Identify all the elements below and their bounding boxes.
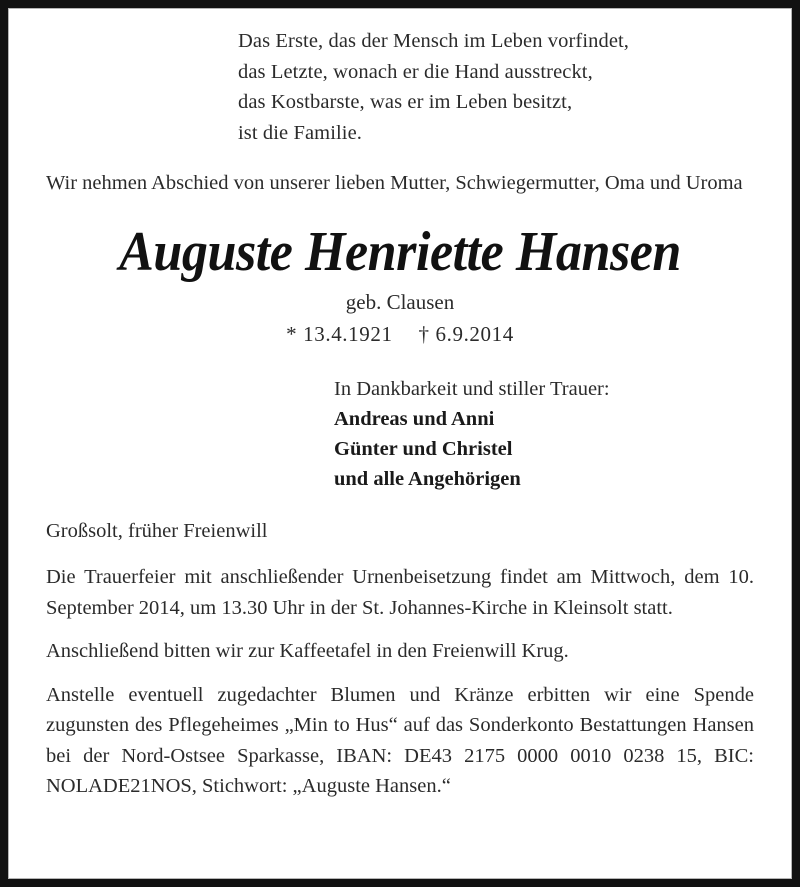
death-symbol: † (418, 321, 430, 346)
reception-details: Anschließend bitten wir zur Kaffeetafel in den Freienwill Krug. (46, 640, 569, 662)
mourner-line-2: Günter und Christel (334, 437, 513, 460)
mourners-block (334, 374, 754, 494)
mourners-intro: In Dankbarkeit und stiller Trauer: (334, 377, 610, 400)
farewell-statement: Wir nehmen Abschied von unserer lieben Mutter, Schwiegermutter, Oma und Uroma (46, 172, 743, 194)
maiden-name: geb. Clausen (345, 289, 455, 314)
verse-line-1: Das Erste, das der Mensch im Leben vorfindet, (238, 30, 630, 52)
mourner-line-3: und alle Angehörigen (334, 467, 521, 490)
memorial-verse (238, 26, 754, 148)
mourner-line-1: Andreas und Anni (334, 407, 495, 430)
verse-line-2: das Letzte, wonach er die Hand ausstreckt, (238, 60, 593, 83)
verse-line-3: das Kostbarste, was er im Leben besitzt, (238, 91, 573, 113)
service-details: Die Trauerfeier mit anschließender Urnenbeisetzung findet am Mittwoch, dem 10. September 2014, um 13.30 Uhr in der St. Johannes-Kirche in Kleinsolt statt. (46, 566, 754, 619)
verse-line-4: ist die Familie. (238, 121, 363, 144)
deceased-name-block (46, 221, 754, 348)
life-dates (46, 321, 754, 348)
birth-symbol: * (286, 321, 298, 346)
deceased-name: Auguste Henriette Hansen (119, 220, 681, 283)
birth-date: 13.4.1921 (303, 321, 393, 346)
donation-details: Anstelle eventuell zugedachter Blumen und Kränze erbitten wir eine Spende zugunsten des Pflegeheimes „Min to Hus“ auf das Sonderkonto Bestattungen Hansen bei der Nord-Ostsee Sparkasse, IBAN: DE43 2175 0000 0010 0238 15, BIC: NOLADE21NOS, Stichwort: „Auguste Hansen.“ (46, 683, 754, 797)
hometown: Großsolt, früher Freienwill (46, 519, 268, 542)
death-date: 6.9.2014 (435, 321, 514, 346)
obituary-card (8, 8, 792, 879)
